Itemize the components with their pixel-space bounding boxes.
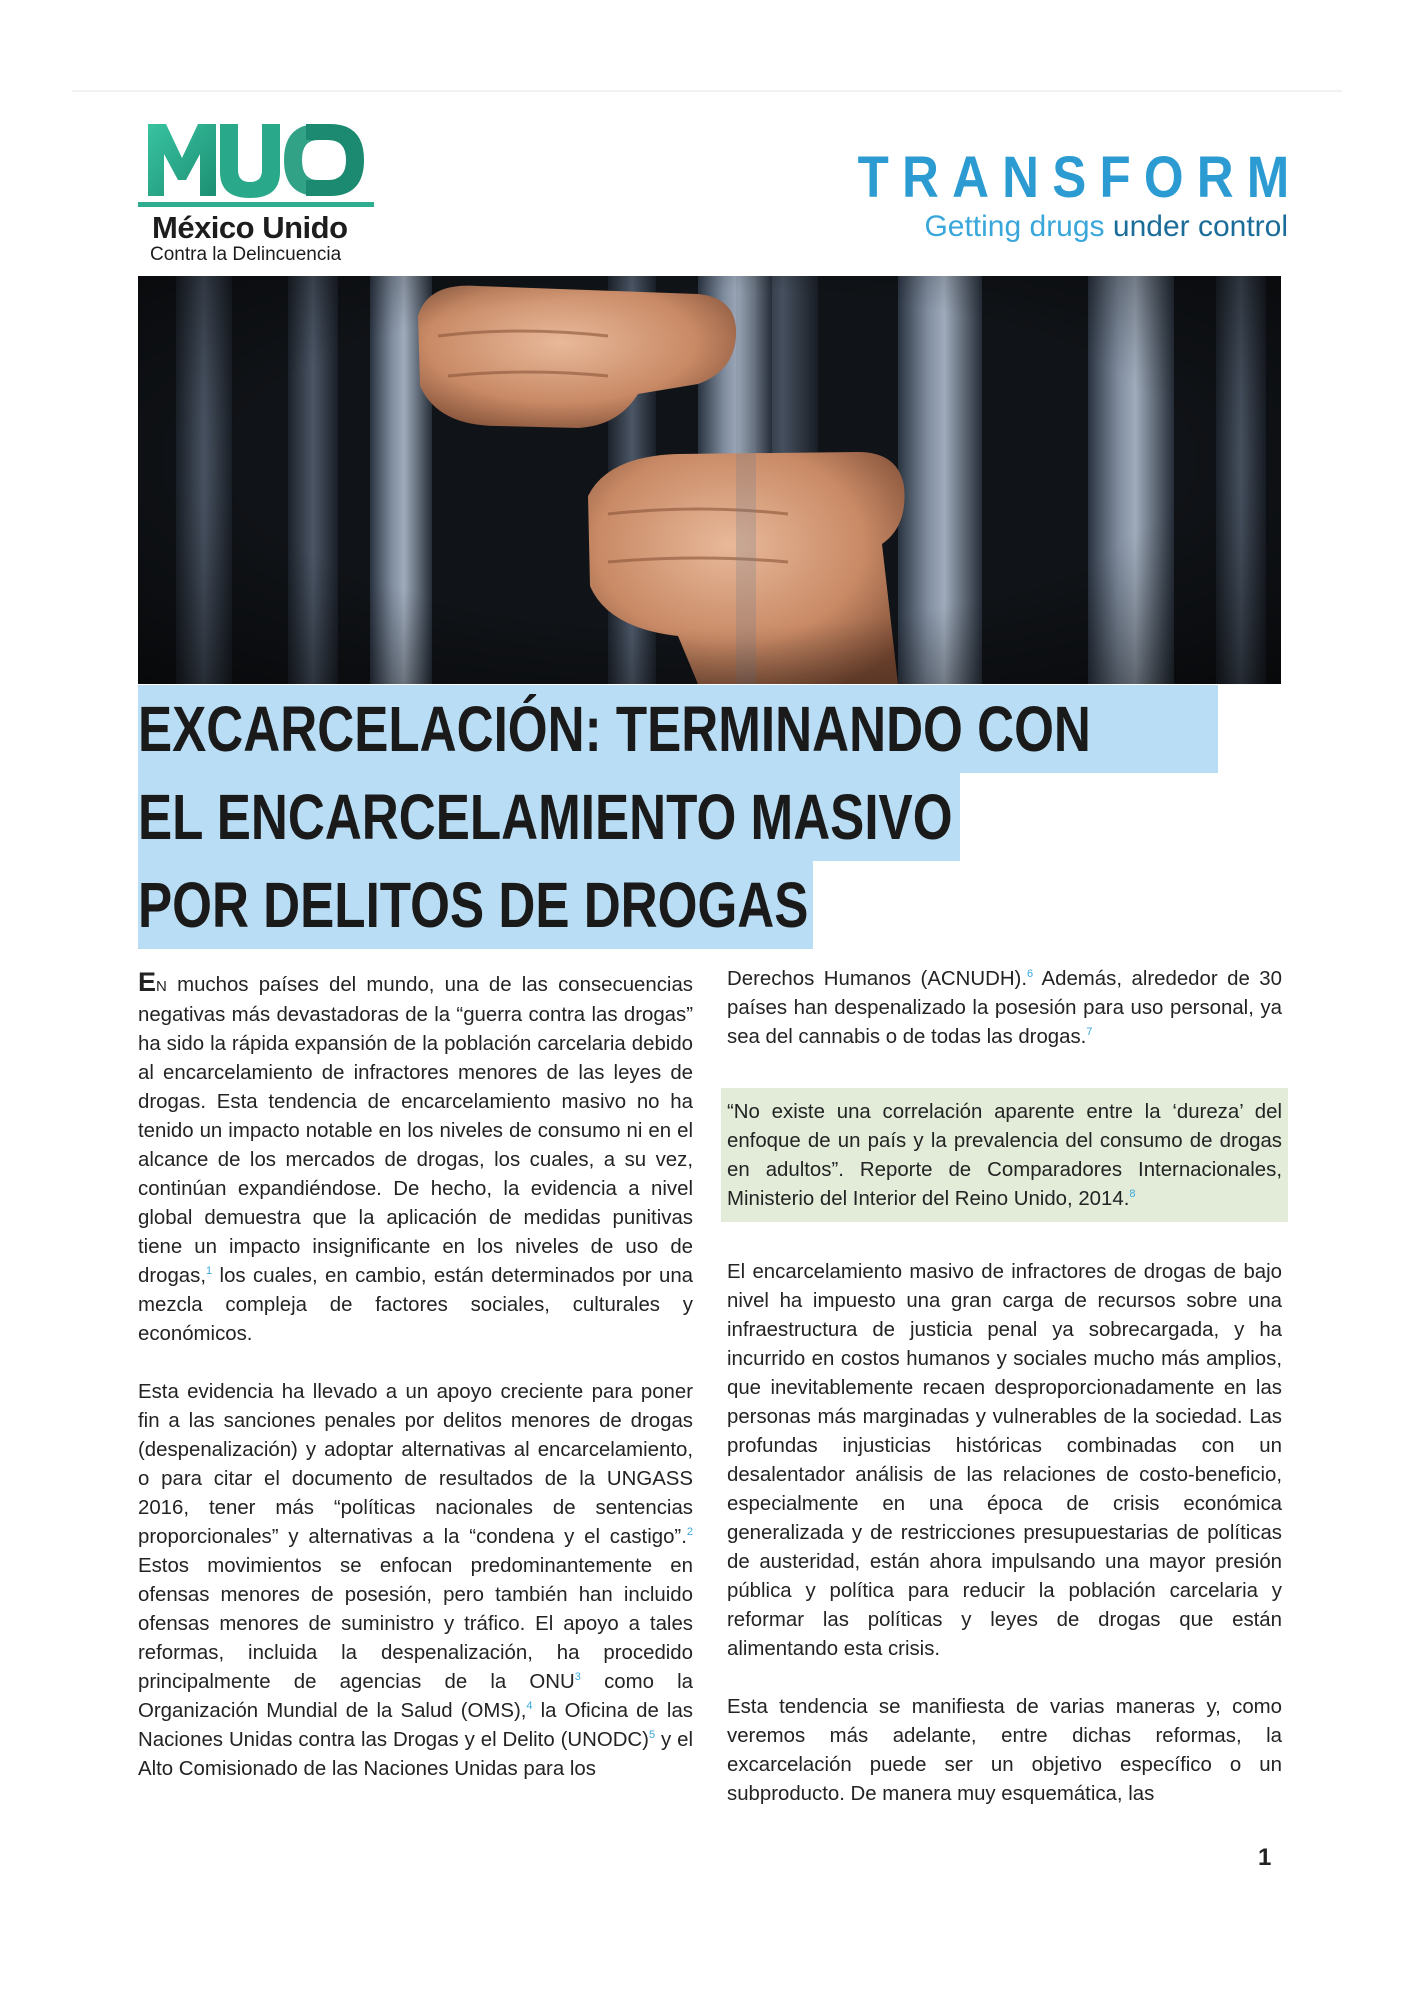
body-column-left xyxy=(138,968,693,1813)
transform-tagline-emphasis: under control xyxy=(1112,210,1288,243)
transform-logo-tagline xyxy=(797,212,1288,242)
paragraph: EN muchos países del mundo, una de las consecuencias negativas más devastadoras de la “guerra contra las drogas” ha sido la rápida expansión de la población carcelaria debido al encarcelamiento de infractores menores de las leyes de drogas. Esta tendencia de encarcelamiento masivo no ha tenido un impacto notable en los niveles de consumo ni en el alcance de los mercados de drogas, los cuales, a su vez, continúan expandiéndose. De hecho, la evidencia a nivel global demuestra que la aplicación de medidas punitivas tiene un impacto insignificante en los niveles de uso de drogas,$^1$ los cuales, en cambio, están determinados por una mezcla compleja de factores sociales, culturales y económicos. xyxy=(138,967,693,1345)
footnote-ref[interactable]: 3 xyxy=(574,1671,581,1684)
page-number: 1 xyxy=(1258,1844,1272,1871)
transform-logo-word: TRANSFORM xyxy=(858,145,1303,210)
paragraph: Esta tendencia se manifiesta de varias maneras y, como veremos más adelante, entre dichas reformas, la excarcelación puede ser un objetivo específico o un subproducto. De manera muy esquemática, las xyxy=(727,1696,1282,1805)
transform-logo xyxy=(797,145,1303,243)
dropcap: E xyxy=(138,967,157,997)
mucd-logo-tagline: Contra la Delincuencia xyxy=(150,244,342,265)
footnote-ref[interactable]: 2 xyxy=(686,1526,693,1539)
footnote-ref[interactable]: 8 xyxy=(1129,1188,1136,1201)
transform-tagline-prefix: Getting drugs xyxy=(924,210,1113,243)
body-column-right xyxy=(727,965,1282,1838)
title-line-1: EXCARCELACIÓN: TERMINANDO CON xyxy=(138,685,1218,773)
paragraph: Derechos Humanos (ACNUDH).$^6$ Además, alrededor de 30 países han despenalizado la posesión para uso personal, ya sea del cannabis o de todas las drogas.$^7$ xyxy=(727,968,1282,1048)
pull-quote: “No existe una correlación aparente entre la ‘dureza’ del enfoque de un país y la prevalencia del consumo de drogas en adultos”. Reporte de Comparadores Internacionales, Ministerio del Interior del Reino Unido, 2014.$^8$ xyxy=(721,1088,1288,1222)
footnote-ref[interactable]: 1 xyxy=(206,1265,213,1278)
title-line-3: POR DELITOS DE DROGAS xyxy=(138,861,813,949)
footnote-ref[interactable]: 7 xyxy=(1086,1026,1093,1039)
paragraph: El encarcelamiento masivo de infractores de drogas de bajo nivel ha impuesto una gran carga de recursos sobre una infraestructura de justicia penal ya sobrecargada, y ha incurrido en costos humanos y sociales mucho más amplios, que inevitablemente recaen desproporcionadamente en las personas más marginadas y vulnerables de la sociedad. Las profundas injusticias históricas combinadas con un desalentador análisis de las relaciones de costo-beneficio, especialmente en una época de crisis económica generalizada y de restricciones presupuestarias de políticas de austeridad, están ahora impulsando una mayor presión pública y política para reducir la población carcelaria y reformar las políticas y leyes de drogas que están alimentando esta crisis. xyxy=(727,1261,1282,1660)
footnote-ref[interactable]: 4 xyxy=(526,1700,533,1713)
hero-image xyxy=(138,276,1281,684)
mucd-logo xyxy=(138,118,378,268)
mucd-logo-underline xyxy=(138,202,374,207)
top-rule xyxy=(72,90,1342,92)
mucd-logo-name: México Unido xyxy=(152,210,348,245)
hands-gripping-prison-bars-photo-icon xyxy=(138,276,1281,684)
footnote-ref[interactable]: 5 xyxy=(648,1729,656,1742)
mucd-logo-mark-icon xyxy=(146,118,366,198)
footnote-ref[interactable]: 6 xyxy=(1027,968,1034,981)
paragraph: Esta evidencia ha llevado a un apoyo creciente para poner fin a las sanciones penales por delitos menores de drogas (despenalización) y adoptar alternativas al encarcelamiento, o para citar el documento de resultados de la UNGASS 2016, tener más “políticas nacionales de sentencias proporcionales” y alternativas a la “condena y el castigo”.$^2$ Estos movimientos se enfocan predominantemente en ofensas menores de posesión, pero también han incluido ofensas menores de suministro y tráfico. El apoyo a tales reformas, incluida la despenalización, ha procedido principalmente de agencias de la ONU$^3$ como la Organización Mundial de la Salud (OMS),$^4$ la Oficina de las Naciones Unidas contra las Drogas y el Delito (UNODC)$^5$ y el Alto Comisionado de las Naciones Unidas para los xyxy=(138,1381,693,1780)
title-line-2: EL ENCARCELAMIENTO MASIVO xyxy=(138,773,960,861)
